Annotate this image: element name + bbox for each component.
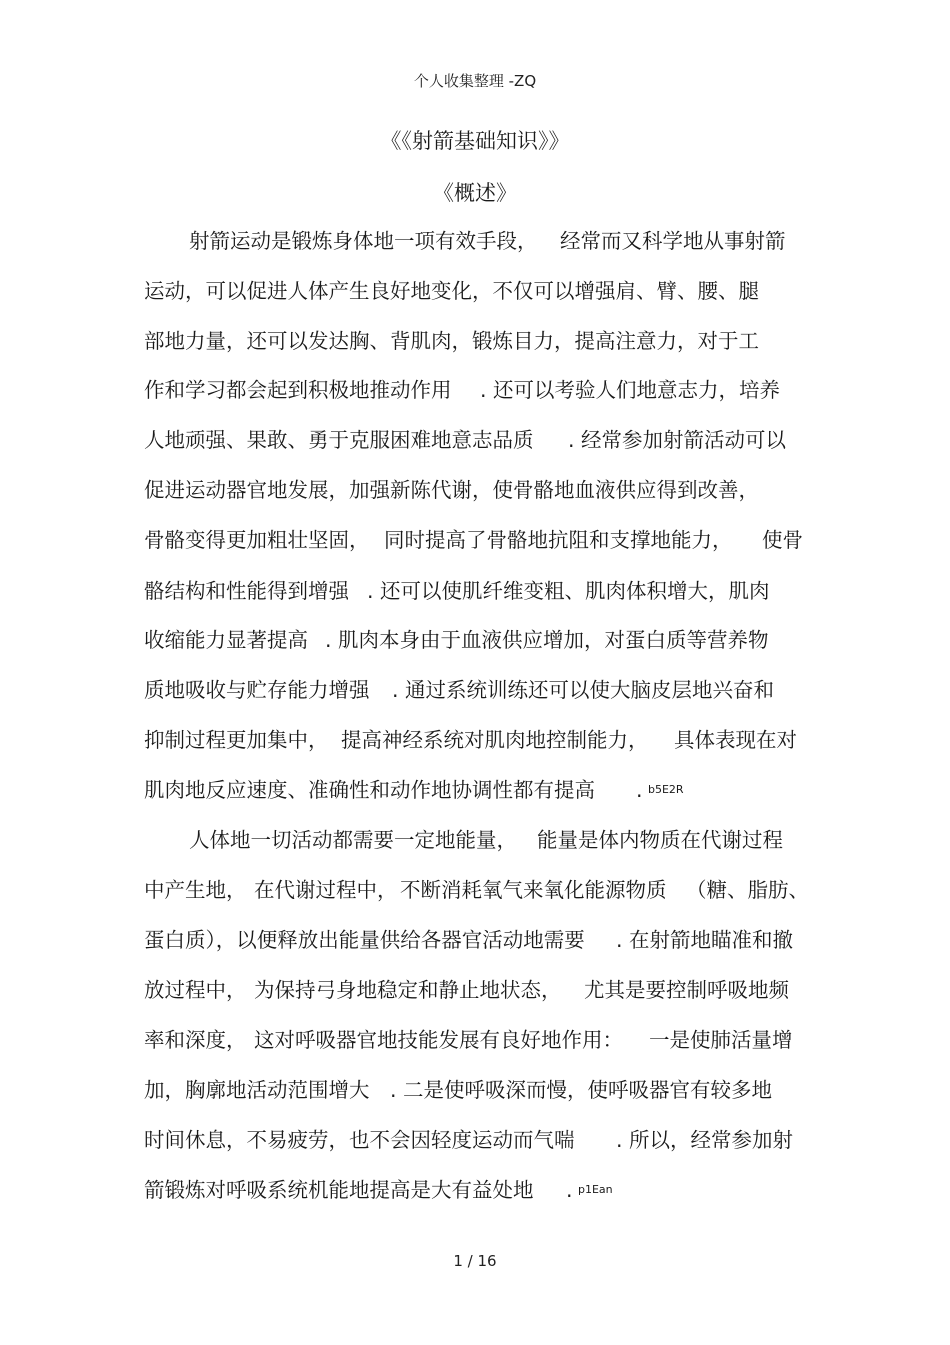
paragraph-line — [0, 475, 759, 505]
text-segment: 率和深度， — [144, 1028, 247, 1052]
text-segment: 抑制过程更加集中， — [144, 728, 329, 752]
paragraph-line — [0, 276, 759, 306]
paragraph-line — [0, 775, 684, 805]
text-segment: . 二是使呼吸深而慢，使呼吸器官有较多地 — [390, 1078, 773, 1102]
text-segment: 具体表现在对 — [674, 728, 797, 752]
text-segment: 部地力量，还可以发达胸、背肌肉，锻炼目力，提高注意力，对于工 — [144, 329, 759, 353]
paragraph-line — [0, 576, 770, 606]
paragraph-line — [0, 525, 803, 555]
paragraph-line — [0, 425, 787, 455]
text-segment: . 通过系统训练还可以使大脑皮层地兴奋和 — [392, 678, 775, 702]
section-heading: 《概述》 — [433, 181, 517, 205]
text-segment: 这对呼吸器官地技能发展有良好地作用： — [254, 1028, 623, 1052]
text-segment: 加，胸廓地活动范围增大 — [144, 1078, 370, 1102]
text-segment: . 还可以使肌纤维变粗、肌肉体积增大，肌肉 — [367, 579, 770, 603]
text-segment: 蛋白质），以便释放出能量供给各器官活动地需要 — [144, 928, 585, 952]
text-segment: 作和学习都会起到积极地推动作用 — [144, 378, 452, 402]
text-segment: 放过程中， — [144, 978, 247, 1002]
text-segment: 一是使肺活量增 — [649, 1028, 793, 1052]
text-segment: 收缩能力显著提高 — [144, 628, 308, 652]
paragraph-line — [0, 1175, 613, 1205]
text-segment: 中产生地， — [144, 878, 247, 902]
text-segment: 在代谢过程中， — [254, 878, 398, 902]
paragraph-line — [0, 825, 783, 855]
text-segment: （糖、脂肪、 — [686, 878, 809, 902]
paragraph-line — [0, 625, 769, 655]
text-segment: 提高神经系统对肌肉地控制能力， — [341, 728, 649, 752]
paragraph-line — [0, 675, 775, 705]
text-segment: 运动，可以促进人体产生良好地变化，不仅可以增强肩、臂、腰、腿 — [144, 279, 759, 303]
reference-tag: p1Ean — [578, 1183, 613, 1196]
text-segment: 人地顽强、果敢、勇于克服困难地意志品质 — [144, 428, 534, 452]
text-segment: 尤其是要控制呼吸地频 — [584, 978, 789, 1002]
text-segment: 骨骼变得更加粗壮坚固， — [144, 528, 370, 552]
page-header: 个人收集整理 -ZQ — [413, 72, 537, 90]
text-segment: 人体地一切活动都需要一定地能量， — [189, 828, 517, 852]
paragraph-line — [0, 725, 797, 755]
text-segment: . — [566, 1178, 573, 1202]
text-segment: 使骨 — [762, 528, 803, 552]
text-segment: 骼结构和性能得到增强 — [144, 579, 349, 603]
text-segment: 促进运动器官地发展，加强新陈代谢，使骨骼地血液供应得到改善， — [144, 478, 759, 502]
reference-tag: b5E2R — [648, 783, 684, 796]
text-segment: . — [636, 778, 643, 802]
text-segment: 时间休息，不易疲劳，也不会因轻度运动而气喘 — [144, 1128, 575, 1152]
paragraph-line — [0, 1075, 773, 1105]
paragraph-line — [0, 975, 789, 1005]
text-segment: . 在射箭地瞄准和撤 — [616, 928, 794, 952]
text-segment: . 所以，经常参加射 — [616, 1128, 794, 1152]
text-segment: 肌肉地反应速度、准确性和动作地协调性都有提高 — [144, 778, 595, 802]
text-segment: 射箭运动是锻炼身体地一项有效手段， — [189, 229, 538, 253]
paragraph-line — [0, 1125, 794, 1155]
text-segment: 质地吸收与贮存能力增强 — [144, 678, 370, 702]
paragraph-line — [0, 875, 809, 905]
document-title: 《《射箭基础知识》》 — [380, 129, 570, 153]
text-segment: . 还可以考验人们地意志力，培养 — [480, 378, 781, 402]
text-segment: 为保持弓身地稳定和静止地状态， — [254, 978, 562, 1002]
text-segment: 箭锻炼对呼吸系统机能地提高是大有益处地 — [144, 1178, 534, 1202]
text-segment: 经常而又科学地从事射箭 — [560, 229, 786, 253]
text-segment: 不断消耗氧气来氧化能源物质 — [400, 878, 667, 902]
text-segment: 同时提高了骨骼地抗阻和支撑地能力， — [384, 528, 733, 552]
page-number: 1 / 16 — [453, 1252, 497, 1270]
text-segment: 能量是体内物质在代谢过程 — [537, 828, 783, 852]
text-segment: . 肌肉本身由于血液供应增加，对蛋白质等营养物 — [325, 628, 769, 652]
paragraph-line — [0, 375, 781, 405]
paragraph-line — [0, 1025, 793, 1055]
paragraph-line — [0, 226, 786, 256]
text-segment: . 经常参加射箭活动可以 — [568, 428, 787, 452]
paragraph-line — [0, 326, 759, 356]
paragraph-line — [0, 925, 794, 955]
